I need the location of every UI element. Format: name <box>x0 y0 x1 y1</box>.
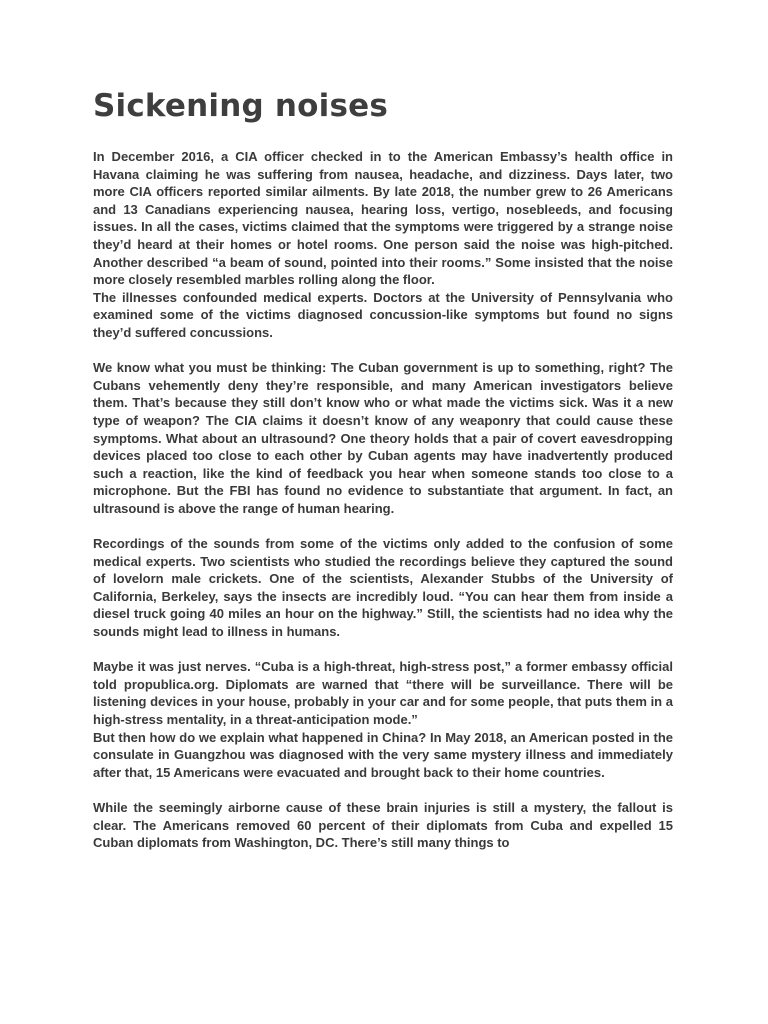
paragraph-recordings: Recordings of the sounds from some of the victims only added to the confusion of some medical experts. Two scientists who studied the recordings believe they captured the sound of lovelorn male crickets. One of the scientists, Alexander Stubbs of the University of California, Berkeley, says the insects are incredibly loud. “You can hear them from inside a diesel truck going 40 miles an hour on the highway.” Still, the scientists had no idea why the sounds might lead to illness in humans. <box>93 536 673 640</box>
paragraph-medical-experts: The illnesses confounded medical experts. Doctors at the University of Pennsylvania who examined some of the victims diagnosed concussion-like symptoms but found no signs they’d suffered concussions. <box>93 289 673 340</box>
paragraph-spacer <box>93 641 673 659</box>
paragraph-havana-cases: In December 2016, a CIA officer checked in to the American Embassy’s health office in Havana claiming he was suffering from nausea, headache, and dizziness. Days later, two more CIA officers reported similar ailments. By late 2018, the number grew to 26 Americans and 13 Canadians experiencing nausea, hearing loss, vertigo, nosebleeds, and focusing issues. In all the cases, victims claimed that the symptoms were triggered by a strange noise they’d heard at their homes or hotel rooms. One person said the noise was high-pitched. Another described “a beam of sound, pointed into their rooms.” Some insisted that the noise more closely resembled marbles rolling along the floor. <box>93 149 673 288</box>
article-body <box>93 148 673 852</box>
paragraph-spacer <box>93 342 673 360</box>
paragraph-spacer <box>93 781 673 799</box>
paragraph-china: But then how do we explain what happened in China? In May 2018, an American posted in the consulate in Guangzhou was diagnosed with the very same mystery illness and immediately after that, 15 Americans were evacuated and brought back to their home countries. <box>93 729 673 780</box>
article <box>93 84 673 852</box>
paragraph-cuban-government: We know what you must be thinking: The Cuban government is up to something, right? The Cubans vehemently deny they’re responsible, and many American investigators believe them. That’s because they still don’t know who or what made the victims sick. Was it a new type of weapon? The CIA claims it doesn’t know of any weaponry that could cause these symptoms. What about an ultrasound? One theory holds that a pair of covert eavesdropping devices placed too close to each other by Cuban agents may have inadvertently produced such a reaction, like the kind of feedback you hear when someone stands too close to a microphone. But the FBI has found no evidence to substantiate that argument. In fact, an ultrasound is above the range of human hearing. <box>93 360 673 516</box>
paragraph-nerves: Maybe it was just nerves. “Cuba is a high-threat, high-stress post,” a former embassy official told propublica.org. Diplomats are warned that “there will be surveillance. There will be listening devices in your house, probably in your car and for some people, that puts them in a high-stress mentality, in a threat-anticipation mode.” <box>93 659 673 727</box>
article-title: Sickening noises <box>93 88 389 124</box>
paragraph-spacer <box>93 517 673 535</box>
paragraph-fallout: While the seemingly airborne cause of these brain injuries is still a mystery, the fallout is clear. The Americans removed 60 percent of their diplomats from Cuba and expelled 15 Cuban diplomats from Washington, DC. There’s still many things to <box>93 799 673 851</box>
